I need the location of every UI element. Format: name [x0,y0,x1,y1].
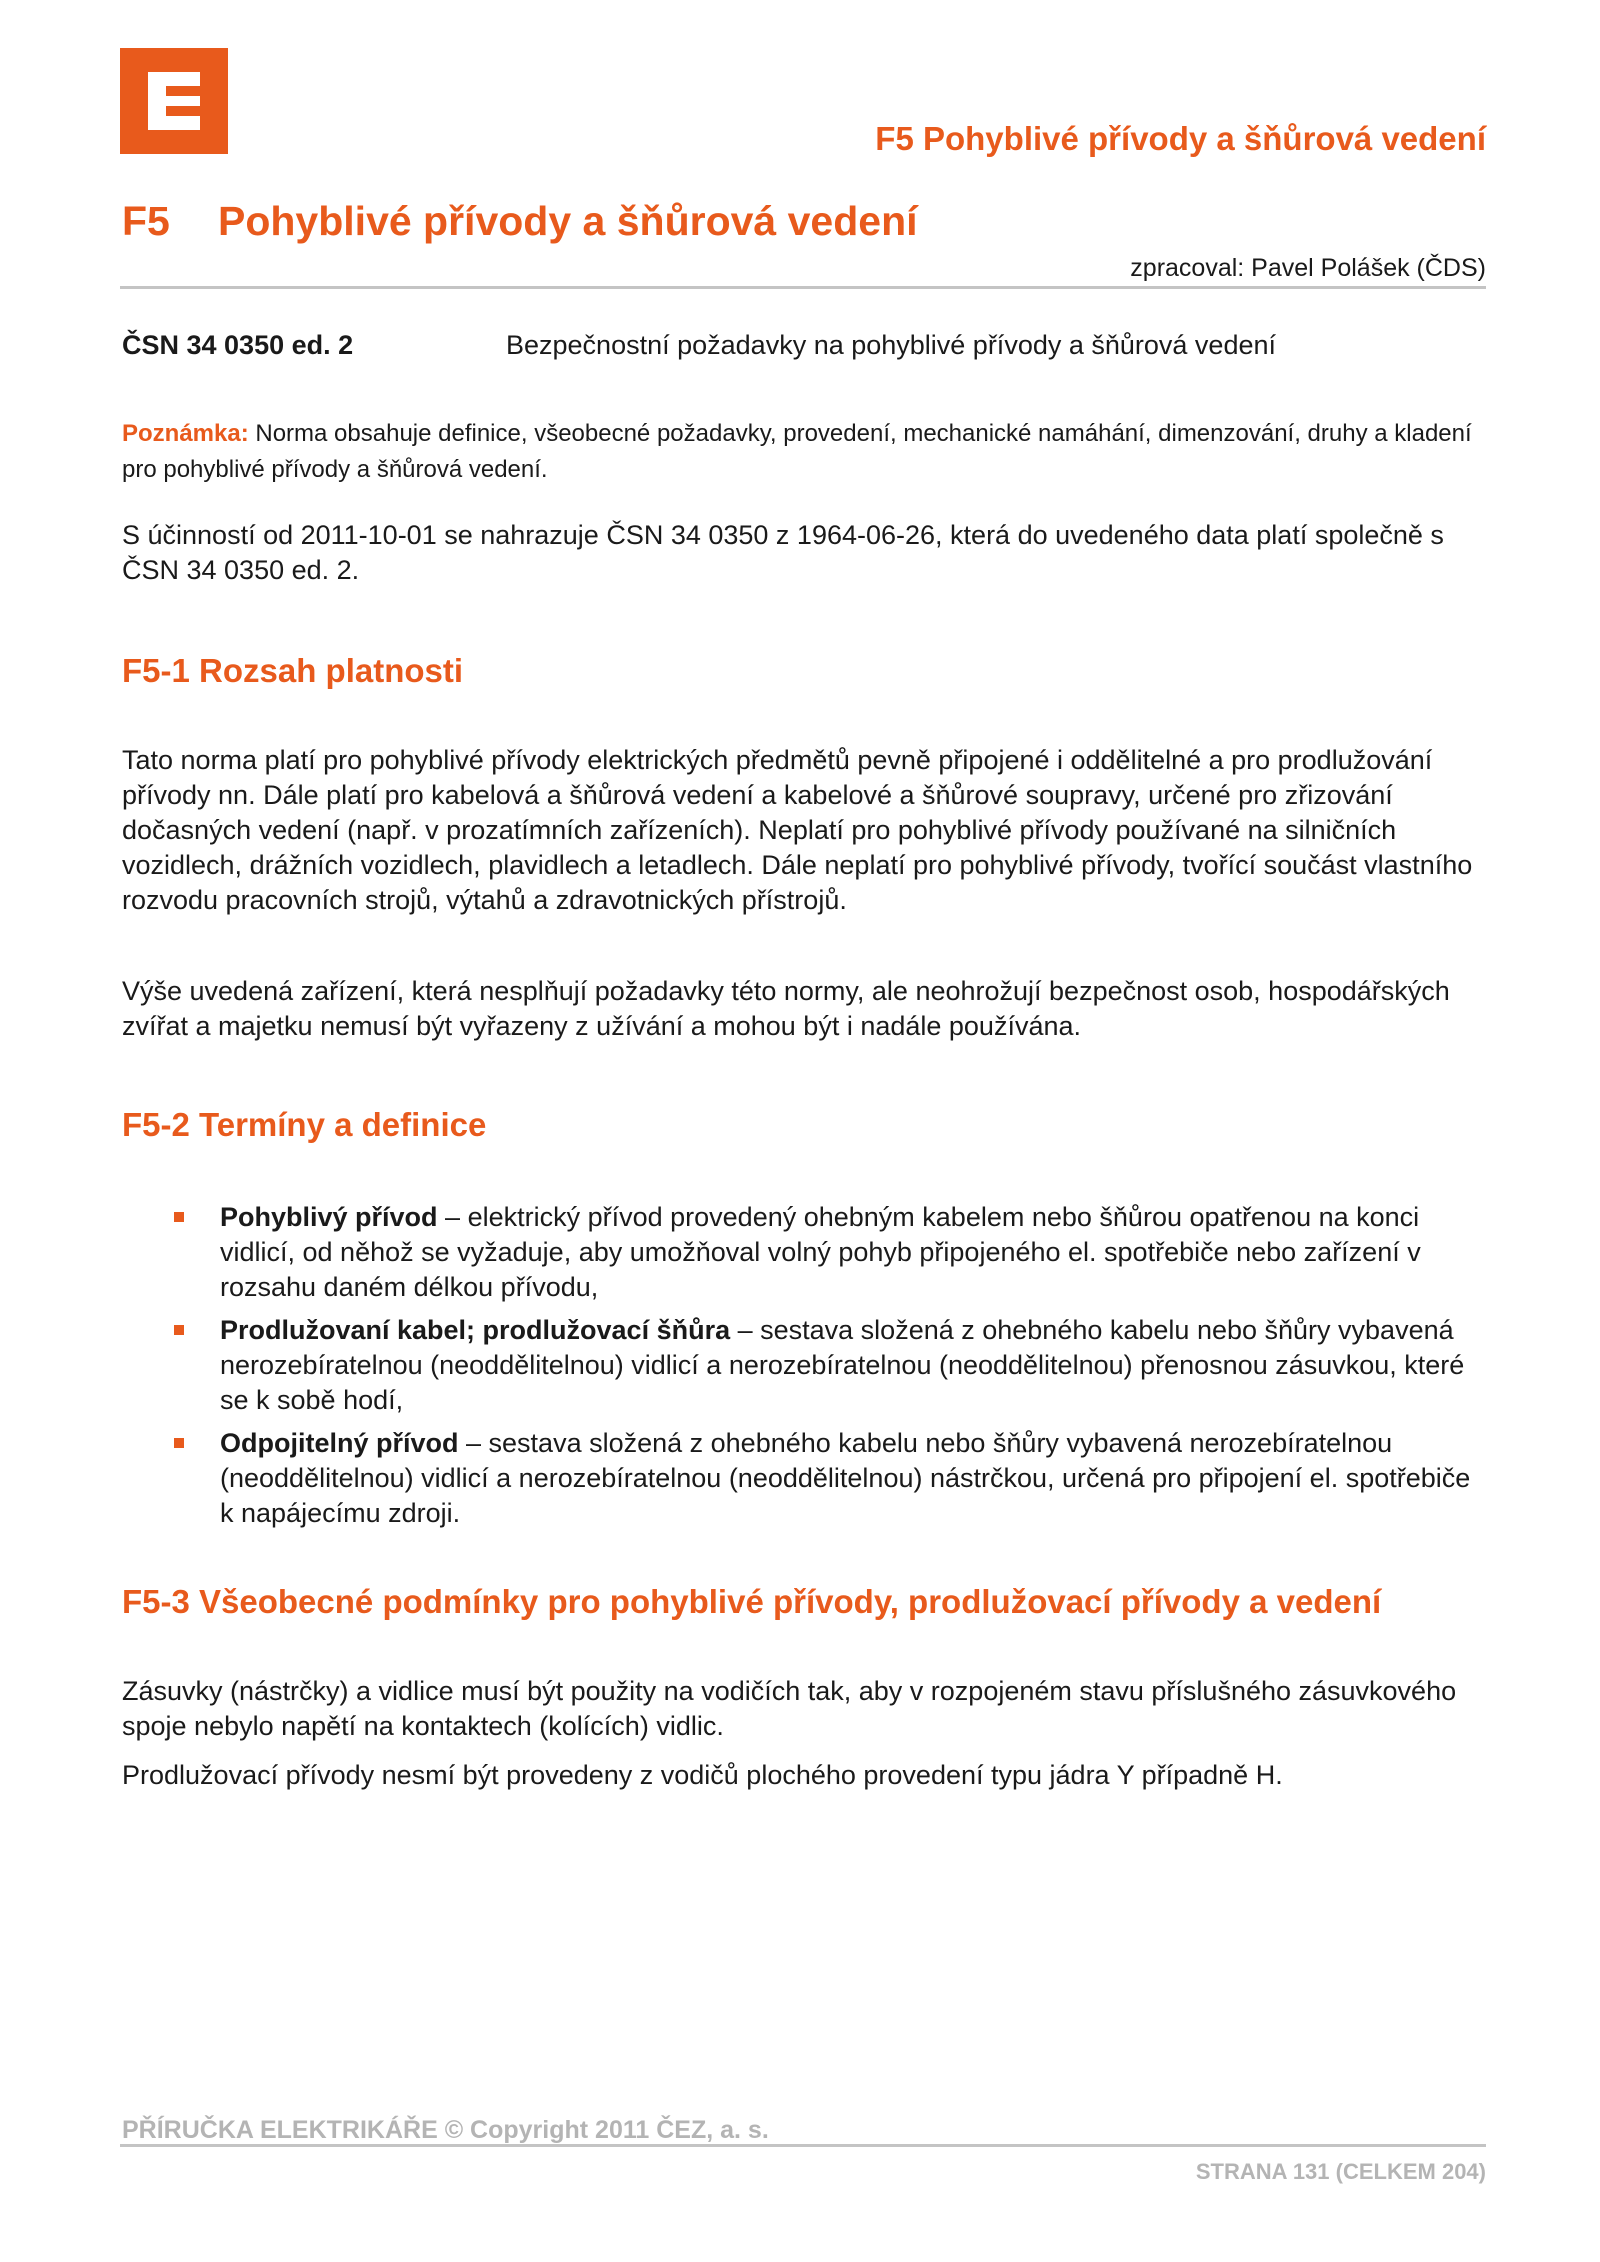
section-heading-definitions: F5-2 Termíny a definice [122,1106,487,1143]
definition-text: – elektrický přívod provedený ohebným kabelem nebo šňůrou opatřenou na konci vidlicí, od něhož se vyžaduje, aby umožňoval volný pohyb připojeného el. spotřebiče nebo zařízení v rozsahu daném délkou přívodu, [220,1202,1421,1302]
square-bullet-icon [174,1212,184,1222]
section-heading-general-conditions: F5-3 Všeobecné podmínky pro pohyblivé přívody, prodlužovací přívody a vedení [122,1583,1382,1620]
chapter-title [122,198,918,245]
header-divider [120,286,1486,289]
scope-paragraph-2: Výše uvedená zařízení, která nesplňují požadavky této normy, ale neohrožují bezpečnost osob, hospodářských zvířat a majetku nemusí být vyřazeny z užívání a mohou být i nadále používána. [122,976,1450,1041]
definition-term: Pohyblivý přívod [220,1202,438,1232]
footer-copyright: PŘÍRUČKA ELEKTRIKÁŘE © Copyright 2011 ČEZ, a. s. [122,2116,769,2144]
square-bullet-icon [174,1325,184,1335]
norm-code: ČSN 34 0350 ed. 2 [122,330,354,360]
definitions-list [122,1200,1488,1539]
cez-logo-icon [120,48,228,154]
definition-text: – sestava složená z ohebného kabelu nebo šňůry vybavená nerozebíratelnou (neoddělitelnou) vidlicí a nerozebíratelnou (neoddělitelnou) nástrčkou, určená pro připojení el. spotřebiče k napájecímu zdroji. [220,1428,1471,1528]
replacement-paragraph: S účinností od 2011-10-01 se nahrazuje ČSN 34 0350 z 1964-06-26, která do uvedeného data platí společně s ČSN 34 0350 ed. 2. [122,520,1444,585]
chapter-number: F5 [122,198,170,244]
note-text: Norma obsahuje definice, všeobecné požadavky, provedení, mechanické namáhání, dimenzování, druhy a kladení pro pohyblivé přívody a šňůrová vedení. [122,420,1472,483]
note-label: Poznámka: [122,420,249,447]
norm-name: Bezpečnostní požadavky na pohyblivé přívody a šňůrová vedení [506,330,1276,360]
definition-text: – sestava složená z ohebného kabelu nebo šňůry vybavená nerozebíratelnou (neoddělitelnou) vidlicí a nerozebíratelnou (neoddělitelnou) přenosnou zásuvkou, které se k sobě hodí, [220,1315,1465,1415]
list-item [122,1200,1488,1305]
general-paragraph-1: Zásuvky (nástrčky) a vidlice musí být použity na vodičích tak, aby v rozpojeném stavu příslušného zásuvkového spoje nebylo napětí na kontaktech (kolících) vidlic. [122,1676,1457,1741]
page-number: STRANA 131 (CELKEM 204) [1195,2159,1486,2184]
list-item [122,1313,1488,1418]
definition-term: Prodlužovaní kabel; prodlužovací šňůra [220,1315,731,1345]
chapter-title-text: Pohyblivé přívody a šňůrová vedení [218,198,918,244]
square-bullet-icon [174,1438,184,1448]
list-item [122,1426,1488,1531]
footer-divider [120,2144,1486,2147]
author-credit: zpracoval: Pavel Polášek (ČDS) [1130,254,1486,282]
section-heading-scope: F5-1 Rozsah platnosti [122,652,464,689]
note [122,416,1488,488]
norm-row [122,330,1276,361]
running-header: F5 Pohyblivé přívody a šňůrová vedení [875,120,1486,157]
general-paragraph-2: Prodlužovací přívody nesmí být provedeny z vodičů plochého provedení typu jádra Y případně H. [122,1760,1283,1790]
definition-term: Odpojitelný přívod [220,1428,459,1458]
scope-paragraph-1: Tato norma platí pro pohyblivé přívody elektrických předmětů pevně připojené i oddělitelné a pro prodlužování přívody nn. Dále platí pro kabelová a šňůrová vedení a kabelové a šňůrové soupravy, určené pro zřizování dočasných vedení (např. v prozatímních zařízeních). Neplatí pro pohyblivé přívody používané na silničních vozidlech, drážních vozidlech, plavidlech a letadlech. Dále neplatí pro pohyblivé přívody, tvořící součást vlastního rozvodu pracovních strojů, výtahů a zdravotnických přístrojů. [122,745,1473,915]
